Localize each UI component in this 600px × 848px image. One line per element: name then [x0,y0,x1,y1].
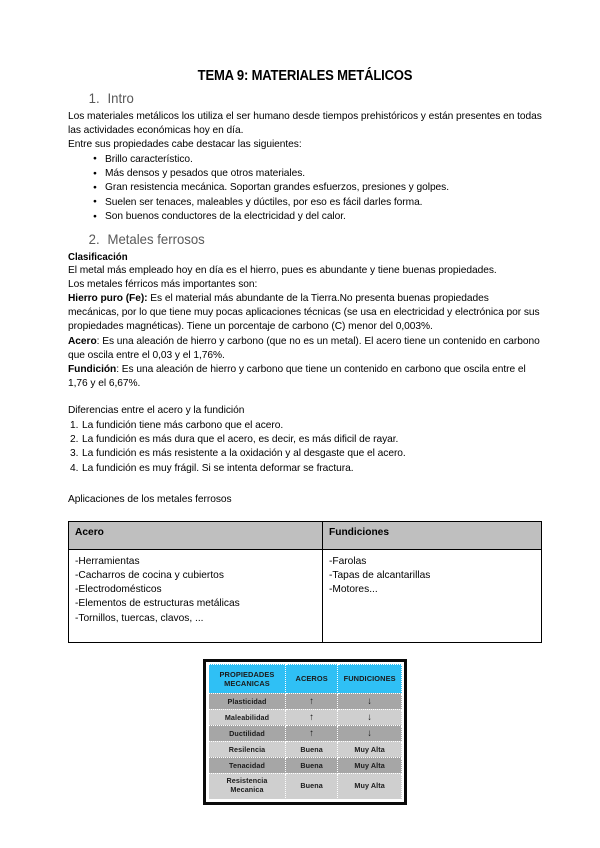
table-header [209,664,402,693]
cell-fundiciones-value [338,693,402,709]
arrow-up-icon: ↑ [309,727,315,739]
table-body [209,693,402,799]
section-title-ferrosos: Metales ferrosos [107,230,205,247]
list-item: -Tapas de alcantarillas [329,569,431,581]
ferrosos-paragraph-2: Los metales férricos más importantes son: [68,278,258,290]
list-item: ● Suelen ser tenaces, maleables y dúctiles, por eso es fácil darles forma. [105,196,542,210]
table-row [209,741,402,757]
list-item-index: 4. [70,462,79,474]
table-row [209,709,402,725]
differences-list [68,419,542,477]
column-header-fundiciones: Fundiciones [323,521,542,549]
section-title-intro: Intro [107,90,134,106]
arrow-down-icon: ↓ [367,695,373,707]
column-header-aceros: ACEROS [285,664,337,693]
section-heading-intro [68,90,514,106]
definition-term: Fundición [68,364,117,376]
section-heading-ferrosos [68,231,514,247]
list-item-index: 1. [70,419,79,431]
differences-title: Diferencias entre el acero y la fundición [68,405,245,417]
cell-aceros-value [285,709,337,725]
column-header-fundiciones: FUNDICIONES [338,664,402,693]
table-body [69,549,542,642]
mechanical-properties-table [208,664,402,800]
definition-text: : Es una aleación de hierro y carbono que tiene un contenido en carbono que oscila entre el 1,76 y el 6,67%. [68,364,526,390]
list-item-text: La fundición es muy frágil. Si se intenta deformar se fractura. [82,462,354,474]
list-item [68,419,542,433]
list-item: -Elementos de estructuras metálicas [75,598,240,610]
intro-paragraph-1: Los materiales metálicos los utiliza el ser humano desde tiempos prehistóricos y están presentes en todas las actividades económicas hoy en día. [68,111,542,137]
applications-title: Aplicaciones de los metales ferrosos [68,494,232,506]
cell-fundiciones-value: Muy Alta [338,741,402,757]
spacer [68,476,542,493]
list-item-index: 3. [70,448,79,460]
header-line-1: PROPIEDADES [219,669,275,679]
definition-text: Es el material más abundante de la Tierra.No presenta buenas propiedades mecánicas, por lo que tiene muy pocas aplicaciones técnicas (se usa en electricidad y electrónica por sus propiedades magnéticas). Tiene un porcentaje de carbono (C) menor del 0,003%. [68,293,540,333]
cell-property: Resilencia [209,741,286,757]
list-item-index: 2. [70,434,79,446]
section-number-intro: 1. [88,90,100,106]
definition-fundicion [68,363,542,391]
definition-text: : Es una aleación de hierro y carbono (que no es un metal). El acero tiene un contenido en carbono que oscila entre el 0,03 y el 1,76%. [68,335,540,361]
list-item [68,433,542,447]
cell-property: Ductilidad [209,725,286,741]
cell-aceros-value: Buena [285,757,337,773]
page-title: TEMA 9: MATERIALES METÁLICOS [197,68,413,84]
cell-fundiciones-items [323,549,542,642]
table-row [69,521,542,549]
intro-properties-list [68,153,542,225]
list-item: -Cacharros de cocina y cubiertos [75,569,224,581]
definition-hierro-puro [68,292,542,335]
list-item: ● Más densos y pesados que otros materiales. [105,167,542,181]
table-header [69,521,542,549]
arrow-down-icon: ↓ [367,711,373,723]
arrow-up-icon: ↑ [309,695,315,707]
cell-property: Tenacidad [209,757,286,773]
intro-paragraph-2: Entre sus propiedades cabe destacar las siguientes: [68,139,302,151]
list-item: -Motores... [329,584,378,596]
definition-term: Acero [68,335,97,347]
properties-table-container [68,659,542,805]
cell-fundiciones-value: Muy Alta [338,757,402,773]
spacer [68,508,542,521]
cell-fundiciones-value [338,709,402,725]
definition-acero [68,335,542,363]
definition-term: Hierro puro (Fe): [68,293,148,305]
list-item-text: La fundición es más resistente a la oxidación y al desgaste que el acero. [82,448,406,460]
applications-table [68,521,542,643]
properties-table-frame [203,659,407,805]
list-item: -Farolas [329,555,367,567]
section-number-ferrosos: 2. [88,230,100,247]
cell-property: Maleabilidad [209,709,286,725]
table-row [209,725,402,741]
list-item: -Tornillos, tuercas, clavos, ... [75,612,204,624]
ferrosos-paragraph-1: El metal más empleado hoy en día es el hierro, pues es abundante y tiene buenas propiedades. [68,264,497,276]
table-row [209,664,402,693]
cell-aceros-value: Buena [285,741,337,757]
list-item: -Herramientas [75,555,140,567]
list-item: ● Gran resistencia mecánica. Soportan grandes esfuerzos, presiones y golpes. [105,181,542,195]
cell-aceros-value [285,693,337,709]
cell-property: Plasticidad [209,693,286,709]
arrow-down-icon: ↓ [367,727,373,739]
cell-property: Resistencia Mecanica [209,773,286,799]
list-item: ● Son buenos conductores de la electricidad y del calor. [105,210,542,224]
column-header-acero: Acero [69,521,323,549]
column-header-propiedades [209,664,286,693]
cell-fundiciones-value [338,725,402,741]
cell-acero-items [69,549,323,642]
spacer [68,391,542,404]
list-item: -Electrodomésticos [75,584,162,596]
list-item [68,462,542,476]
cell-aceros-value: Buena [285,773,337,799]
table-row [209,773,402,799]
list-item: ● Brillo característico. [105,153,542,167]
list-item [68,447,542,461]
table-row [69,549,542,642]
header-line-2: MECANICAS [224,678,270,688]
table-row [209,693,402,709]
list-item-text: La fundición es más dura que el acero, es decir, es más dificil de rayar. [82,434,399,446]
subheading-clasificacion: Clasificación [68,250,128,263]
cell-fundiciones-value: Muy Alta [338,773,402,799]
table-row [209,757,402,773]
arrow-up-icon: ↑ [309,711,315,723]
list-item-text: La fundición tiene más carbono que el acero. [82,419,284,431]
cell-aceros-value [285,725,337,741]
